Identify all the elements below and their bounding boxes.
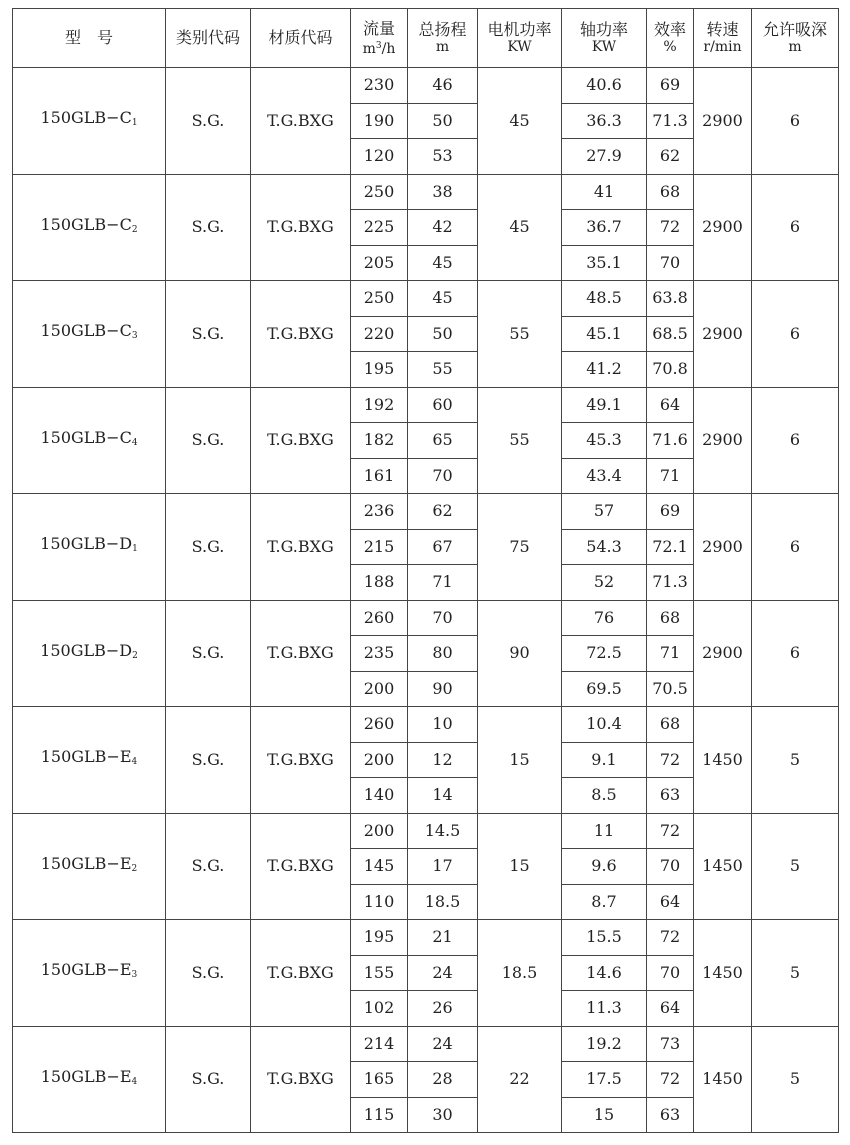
model-name: 150GLB−E xyxy=(40,1066,132,1086)
efficiency-cell: 72 xyxy=(647,742,694,778)
model-subscript: 1 xyxy=(131,118,138,129)
shaft-power-cell: 36.3 xyxy=(562,103,647,139)
material-code-cell: T.G.BXG xyxy=(251,281,351,388)
shaft-power-cell: 72.5 xyxy=(562,636,647,672)
head-cell: 60 xyxy=(408,387,478,423)
speed-cell: 2900 xyxy=(694,281,752,388)
flow-cell: 230 xyxy=(351,68,408,104)
flow-cell: 110 xyxy=(351,884,408,920)
efficiency-cell: 70.5 xyxy=(647,671,694,707)
shaft-power-cell: 8.5 xyxy=(562,778,647,814)
material-code-cell: T.G.BXG xyxy=(251,707,351,814)
suction-cell: 6 xyxy=(752,68,839,175)
flow-cell: 200 xyxy=(351,671,408,707)
efficiency-cell: 71.3 xyxy=(647,103,694,139)
shaft-power-cell: 11 xyxy=(562,813,647,849)
efficiency-cell: 70.8 xyxy=(647,352,694,388)
category-code-cell: S.G. xyxy=(166,707,251,814)
model-name: 150GLB−E xyxy=(40,960,132,980)
flow-cell: 120 xyxy=(351,139,408,175)
head-cell: 10 xyxy=(408,707,478,743)
head-cell: 45 xyxy=(408,281,478,317)
shaft-power-cell: 8.7 xyxy=(562,884,647,920)
model-cell xyxy=(13,707,166,814)
flow-cell: 235 xyxy=(351,636,408,672)
material-code-cell: T.G.BXG xyxy=(251,494,351,601)
efficiency-cell: 72 xyxy=(647,813,694,849)
motor-power-cell: 90 xyxy=(478,600,562,707)
efficiency-cell: 63 xyxy=(647,778,694,814)
model-subscript: 4 xyxy=(131,437,138,448)
shaft-power-cell: 11.3 xyxy=(562,991,647,1027)
shaft-power-cell: 40.6 xyxy=(562,68,647,104)
efficiency-cell: 64 xyxy=(647,884,694,920)
model-name: 150GLB−C xyxy=(40,321,132,341)
shaft-power-cell: 17.5 xyxy=(562,1062,647,1098)
model-cell xyxy=(13,813,166,920)
motor-power-cell: 75 xyxy=(478,494,562,601)
category-code-cell: S.G. xyxy=(166,813,251,920)
table-row xyxy=(13,707,839,743)
shaft-power-cell: 45.1 xyxy=(562,316,647,352)
head-cell: 62 xyxy=(408,494,478,530)
model-name: 150GLB−C xyxy=(40,108,132,128)
efficiency-cell: 70 xyxy=(647,245,694,281)
model-subscript: 4 xyxy=(131,1076,138,1087)
shaft-power-cell: 45.3 xyxy=(562,423,647,459)
model-subscript: 2 xyxy=(131,863,138,874)
flow-cell: 155 xyxy=(351,955,408,991)
flow-cell: 145 xyxy=(351,849,408,885)
table-row xyxy=(13,600,839,636)
suction-cell: 6 xyxy=(752,174,839,281)
head-cell: 28 xyxy=(408,1062,478,1098)
flow-cell: 215 xyxy=(351,529,408,565)
table-body xyxy=(13,68,839,1133)
head-cell: 70 xyxy=(408,458,478,494)
flow-cell: 225 xyxy=(351,210,408,246)
header-suction: 允许吸深 m xyxy=(752,9,839,68)
header-model: 型 号 xyxy=(13,9,166,68)
material-code-cell: T.G.BXG xyxy=(251,920,351,1027)
category-code-cell: S.G. xyxy=(166,281,251,388)
efficiency-cell: 68 xyxy=(647,707,694,743)
efficiency-cell: 72 xyxy=(647,920,694,956)
model-subscript: 2 xyxy=(132,650,138,661)
flow-cell: 260 xyxy=(351,707,408,743)
header-row xyxy=(13,9,839,68)
material-code-cell: T.G.BXG xyxy=(251,174,351,281)
header-flow-label: 流量 xyxy=(362,18,395,38)
table-row xyxy=(13,1026,839,1062)
efficiency-cell: 63 xyxy=(647,1097,694,1133)
category-code-cell: S.G. xyxy=(166,600,251,707)
table-row xyxy=(13,68,839,104)
shaft-power-cell: 43.4 xyxy=(562,458,647,494)
efficiency-cell: 71 xyxy=(647,458,694,494)
shaft-power-cell: 76 xyxy=(562,600,647,636)
table-row xyxy=(13,920,839,956)
material-code-cell: T.G.BXG xyxy=(251,387,351,494)
speed-cell: 1450 xyxy=(694,813,752,920)
flow-cell: 205 xyxy=(351,245,408,281)
head-cell: 46 xyxy=(408,68,478,104)
category-code-cell: S.G. xyxy=(166,920,251,1027)
shaft-power-cell: 69.5 xyxy=(562,671,647,707)
shaft-power-cell: 14.6 xyxy=(562,955,647,991)
header-category-code: 类别代码 xyxy=(166,9,251,68)
head-cell: 42 xyxy=(408,210,478,246)
material-code-cell: T.G.BXG xyxy=(251,68,351,175)
header-efficiency: 效率 % xyxy=(647,9,694,68)
header-material-code: 材质代码 xyxy=(251,9,351,68)
head-cell: 50 xyxy=(408,103,478,139)
suction-cell: 6 xyxy=(752,494,839,601)
flow-cell: 182 xyxy=(351,423,408,459)
efficiency-cell: 72 xyxy=(647,1062,694,1098)
table-row xyxy=(13,387,839,423)
model-name: 150GLB−E xyxy=(40,747,132,767)
table-row xyxy=(13,174,839,210)
flow-cell: 161 xyxy=(351,458,408,494)
efficiency-cell: 71.3 xyxy=(647,565,694,601)
model-subscript: 3 xyxy=(131,331,138,342)
head-cell: 45 xyxy=(408,245,478,281)
pump-spec-table xyxy=(12,8,839,1133)
header-motor-power: 电机功率 KW xyxy=(478,9,562,68)
flow-cell: 195 xyxy=(351,920,408,956)
head-cell: 17 xyxy=(408,849,478,885)
shaft-power-cell: 49.1 xyxy=(562,387,647,423)
shaft-power-cell: 19.2 xyxy=(562,1026,647,1062)
flow-cell: 140 xyxy=(351,778,408,814)
table-row xyxy=(13,813,839,849)
efficiency-cell: 68.5 xyxy=(647,316,694,352)
category-code-cell: S.G. xyxy=(166,68,251,175)
motor-power-cell: 18.5 xyxy=(478,920,562,1027)
efficiency-cell: 69 xyxy=(647,494,694,530)
flow-cell: 188 xyxy=(351,565,408,601)
speed-cell: 2900 xyxy=(694,174,752,281)
suction-cell: 5 xyxy=(752,707,839,814)
efficiency-cell: 62 xyxy=(647,139,694,175)
flow-cell: 200 xyxy=(351,813,408,849)
suction-cell: 6 xyxy=(752,387,839,494)
efficiency-cell: 71.6 xyxy=(647,423,694,459)
model-cell xyxy=(13,174,166,281)
model-cell xyxy=(13,920,166,1027)
header-speed: 转速 r/min xyxy=(694,9,752,68)
head-cell: 21 xyxy=(408,920,478,956)
category-code-cell: S.G. xyxy=(166,1026,251,1133)
flow-cell: 200 xyxy=(351,742,408,778)
efficiency-cell: 72 xyxy=(647,210,694,246)
model-name: 150GLB−D xyxy=(40,534,133,554)
head-cell: 26 xyxy=(408,991,478,1027)
flow-cell: 250 xyxy=(351,281,408,317)
motor-power-cell: 15 xyxy=(478,707,562,814)
model-cell xyxy=(13,600,166,707)
flow-cell: 102 xyxy=(351,991,408,1027)
model-cell xyxy=(13,281,166,388)
efficiency-cell: 70 xyxy=(647,955,694,991)
flow-cell: 192 xyxy=(351,387,408,423)
head-cell: 53 xyxy=(408,139,478,175)
shaft-power-cell: 36.7 xyxy=(562,210,647,246)
head-cell: 38 xyxy=(408,174,478,210)
flow-cell: 195 xyxy=(351,352,408,388)
flow-cell: 165 xyxy=(351,1062,408,1098)
flow-cell: 115 xyxy=(351,1097,408,1133)
model-name: 150GLB−C xyxy=(40,214,132,234)
head-cell: 12 xyxy=(408,742,478,778)
motor-power-cell: 55 xyxy=(478,387,562,494)
shaft-power-cell: 15.5 xyxy=(562,920,647,956)
shaft-power-cell: 41.2 xyxy=(562,352,647,388)
speed-cell: 1450 xyxy=(694,707,752,814)
motor-power-cell: 45 xyxy=(478,68,562,175)
efficiency-cell: 73 xyxy=(647,1026,694,1062)
efficiency-cell: 68 xyxy=(647,174,694,210)
motor-power-cell: 22 xyxy=(478,1026,562,1133)
motor-power-cell: 55 xyxy=(478,281,562,388)
head-cell: 24 xyxy=(408,955,478,991)
suction-cell: 5 xyxy=(752,813,839,920)
head-cell: 24 xyxy=(408,1026,478,1062)
efficiency-cell: 72.1 xyxy=(647,529,694,565)
model-subscript: 3 xyxy=(131,970,138,981)
efficiency-cell: 69 xyxy=(647,68,694,104)
motor-power-cell: 15 xyxy=(478,813,562,920)
header-flow-unit: $m^3/h$ xyxy=(362,40,396,57)
head-cell: 90 xyxy=(408,671,478,707)
head-cell: 14 xyxy=(408,778,478,814)
efficiency-cell: 70 xyxy=(647,849,694,885)
head-cell: 67 xyxy=(408,529,478,565)
header-flow xyxy=(351,9,408,68)
category-code-cell: S.G. xyxy=(166,494,251,601)
model-cell xyxy=(13,68,166,175)
flow-cell: 250 xyxy=(351,174,408,210)
material-code-cell: T.G.BXG xyxy=(251,600,351,707)
model-name: 150GLB−C xyxy=(40,427,132,447)
head-cell: 18.5 xyxy=(408,884,478,920)
shaft-power-cell: 41 xyxy=(562,174,647,210)
efficiency-cell: 64 xyxy=(647,991,694,1027)
speed-cell: 1450 xyxy=(694,1026,752,1133)
flow-cell: 236 xyxy=(351,494,408,530)
speed-cell: 2900 xyxy=(694,600,752,707)
flow-cell: 260 xyxy=(351,600,408,636)
shaft-power-cell: 27.9 xyxy=(562,139,647,175)
model-subscript: 4 xyxy=(131,757,138,768)
shaft-power-cell: 10.4 xyxy=(562,707,647,743)
model-subscript: 1 xyxy=(132,544,138,555)
model-cell xyxy=(13,1026,166,1133)
speed-cell: 2900 xyxy=(694,387,752,494)
shaft-power-cell: 52 xyxy=(562,565,647,601)
suction-cell: 5 xyxy=(752,1026,839,1133)
head-cell: 65 xyxy=(408,423,478,459)
table-row xyxy=(13,494,839,530)
flow-cell: 190 xyxy=(351,103,408,139)
suction-cell: 5 xyxy=(752,920,839,1027)
material-code-cell: T.G.BXG xyxy=(251,813,351,920)
head-cell: 70 xyxy=(408,600,478,636)
model-name: 150GLB−E xyxy=(40,853,132,873)
head-cell: 55 xyxy=(408,352,478,388)
shaft-power-cell: 57 xyxy=(562,494,647,530)
flow-cell: 220 xyxy=(351,316,408,352)
shaft-power-cell: 9.6 xyxy=(562,849,647,885)
efficiency-cell: 71 xyxy=(647,636,694,672)
suction-cell: 6 xyxy=(752,600,839,707)
model-name: 150GLB−D xyxy=(40,640,133,660)
model-cell xyxy=(13,494,166,601)
efficiency-cell: 64 xyxy=(647,387,694,423)
suction-cell: 6 xyxy=(752,281,839,388)
efficiency-cell: 68 xyxy=(647,600,694,636)
flow-cell: 214 xyxy=(351,1026,408,1062)
shaft-power-cell: 15 xyxy=(562,1097,647,1133)
category-code-cell: S.G. xyxy=(166,387,251,494)
shaft-power-cell: 54.3 xyxy=(562,529,647,565)
head-cell: 14.5 xyxy=(408,813,478,849)
model-cell xyxy=(13,387,166,494)
head-cell: 30 xyxy=(408,1097,478,1133)
category-code-cell: S.G. xyxy=(166,174,251,281)
table-row xyxy=(13,281,839,317)
head-cell: 80 xyxy=(408,636,478,672)
head-cell: 50 xyxy=(408,316,478,352)
speed-cell: 2900 xyxy=(694,494,752,601)
material-code-cell: T.G.BXG xyxy=(251,1026,351,1133)
speed-cell: 1450 xyxy=(694,920,752,1027)
efficiency-cell: 63.8 xyxy=(647,281,694,317)
motor-power-cell: 45 xyxy=(478,174,562,281)
shaft-power-cell: 9.1 xyxy=(562,742,647,778)
header-shaft-power: 轴功率 KW xyxy=(562,9,647,68)
head-cell: 71 xyxy=(408,565,478,601)
speed-cell: 2900 xyxy=(694,68,752,175)
shaft-power-cell: 35.1 xyxy=(562,245,647,281)
shaft-power-cell: 48.5 xyxy=(562,281,647,317)
header-head: 总扬程 m xyxy=(408,9,478,68)
model-subscript: 2 xyxy=(131,224,138,235)
